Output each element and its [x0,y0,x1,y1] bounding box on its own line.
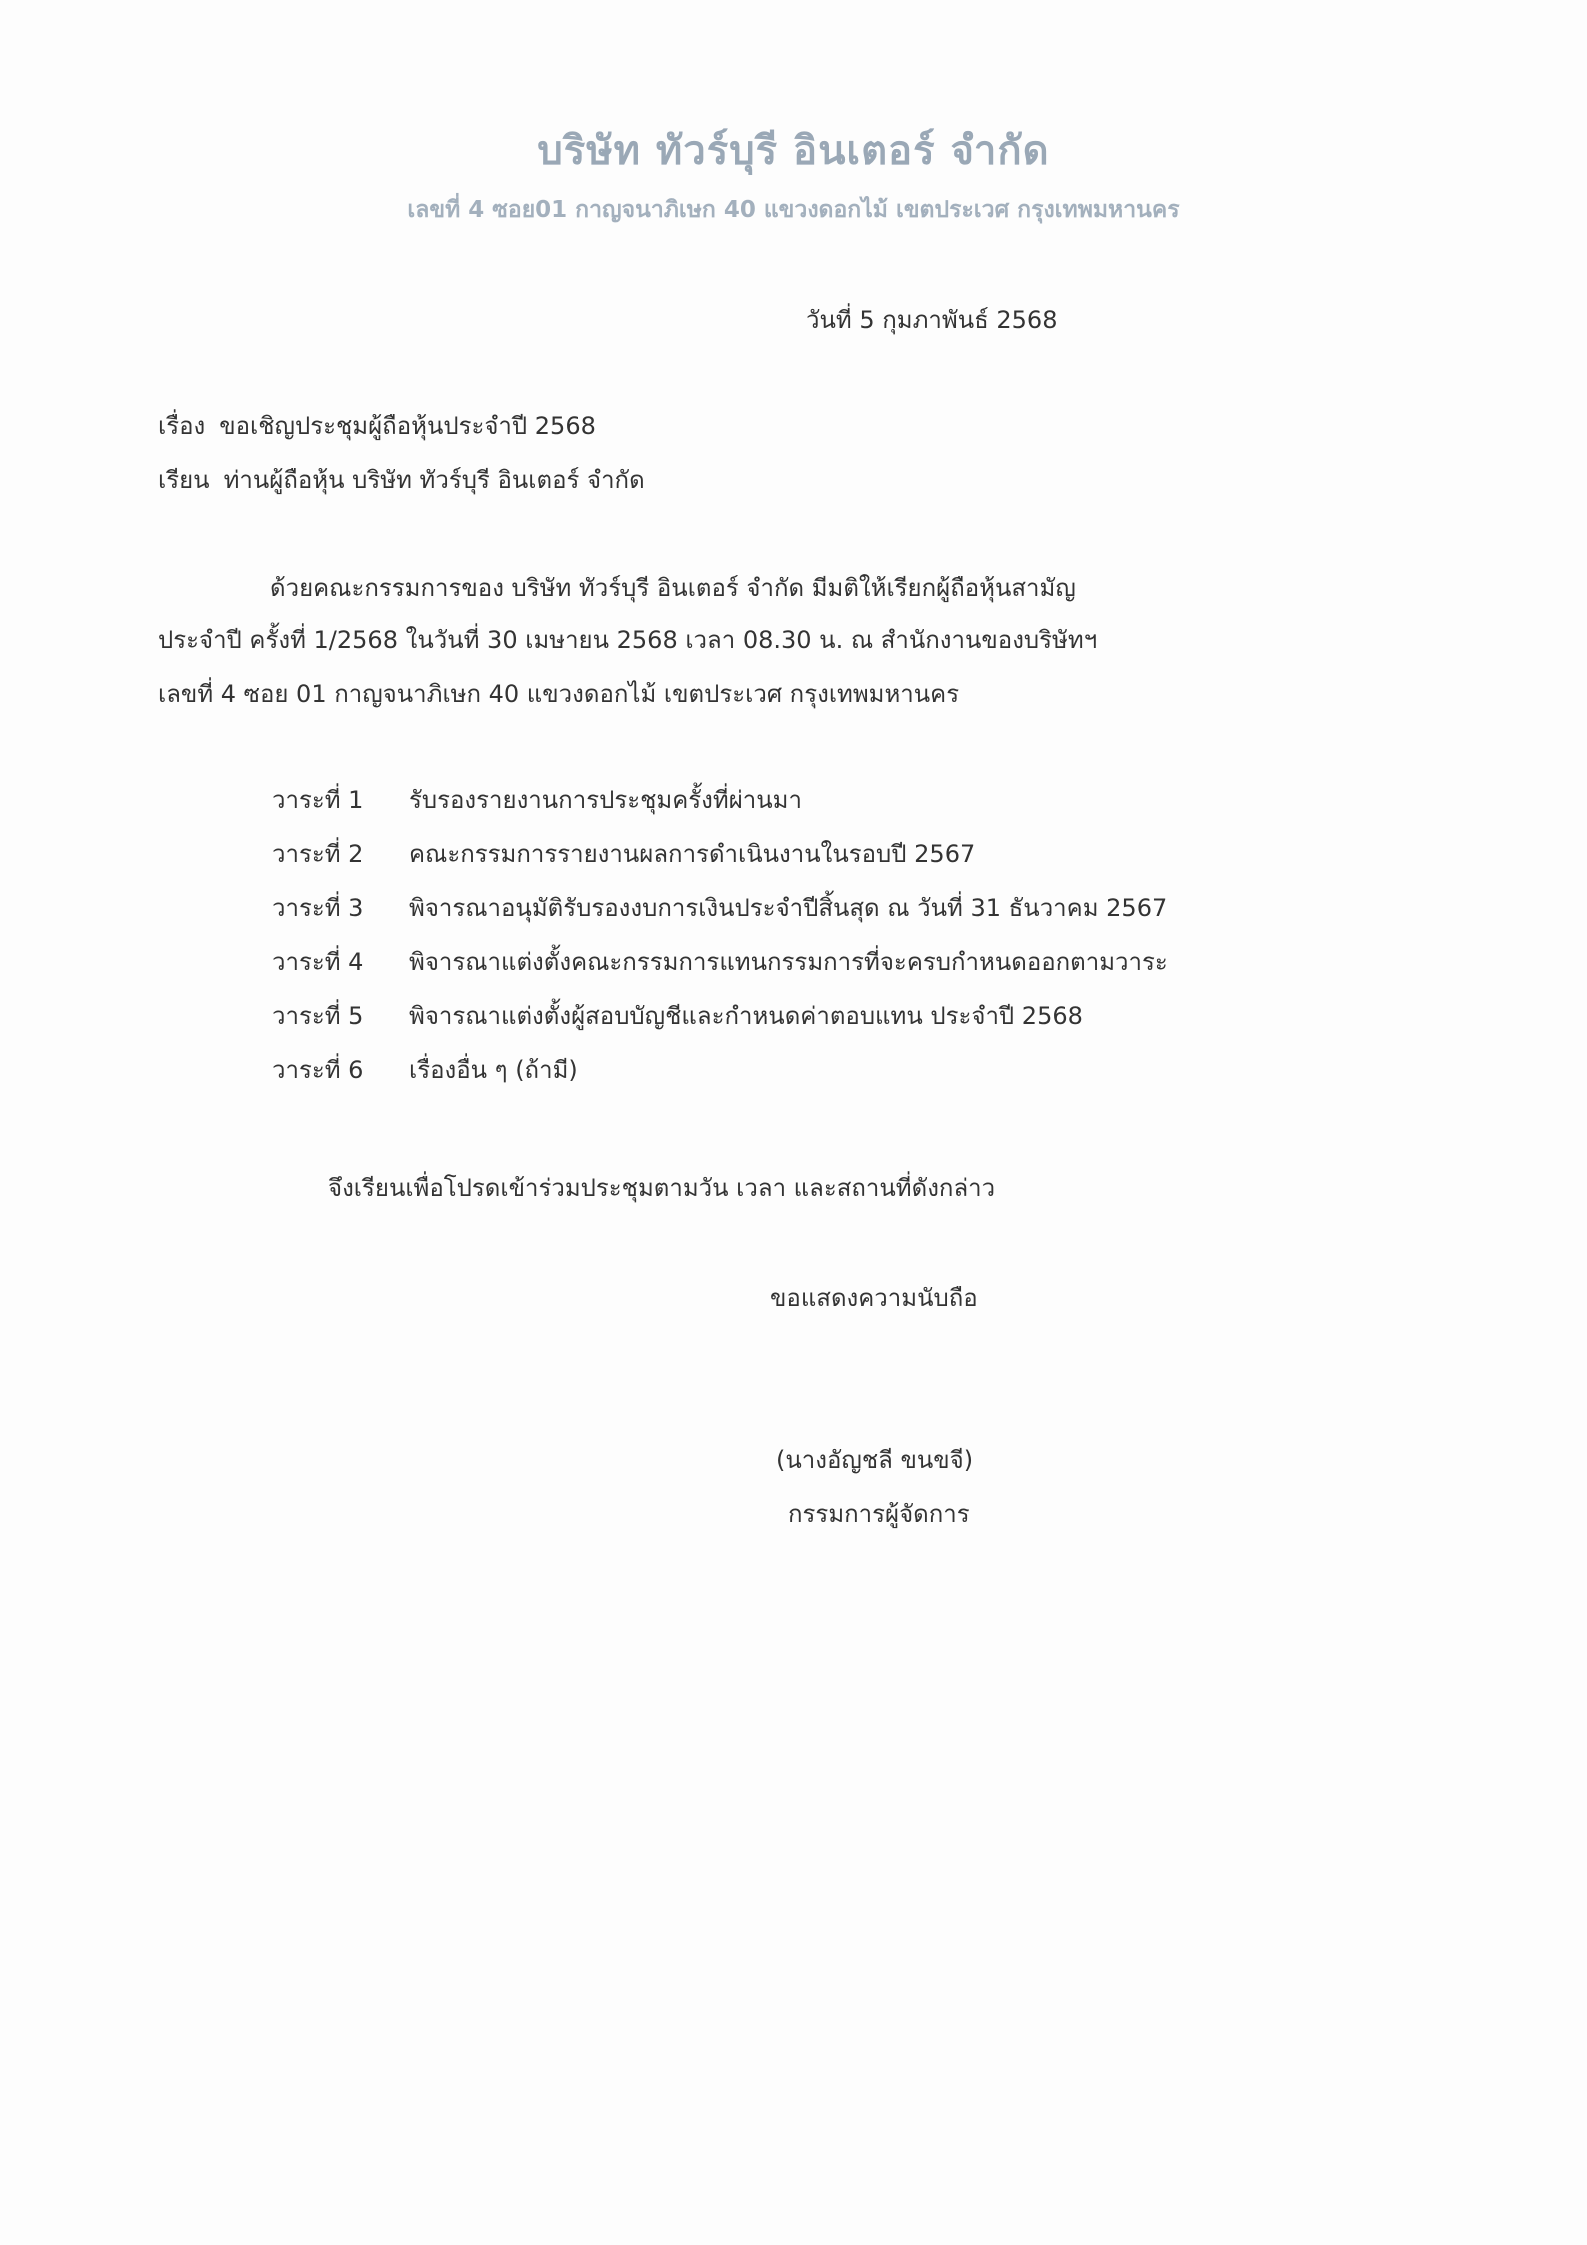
agenda-item [272,834,1272,888]
agenda-text: คณะกรรมการรายงานผลการดำเนินงานในรอบปี 2567 [409,840,976,868]
body-paragraph-line-2: ประจำปี ครั้งที่ 1/2568 ในวันที่ 30 เมษายน 2568 เวลา 08.30 น. ณ สำนักงานของบริษัทฯ [158,626,1098,654]
signer-name: (นางอัญชลี ขนขจี) [776,1446,974,1474]
regards-line: ขอแสดงความนับถือ [770,1284,978,1312]
body-paragraph-line-3: เลขที่ 4 ซอย 01 กาญจนาภิเษก 40 แขวงดอกไม้ เขตประเวศ กรุงเทพมหานคร [158,680,960,708]
company-address-header: เลขที่ 4 ซอย01 กาญจนาภิเษก 40 แขวงดอกไม้ เขตประเวศ กรุงเทพมหานคร [407,197,1180,223]
agenda-item [272,1050,1272,1104]
agenda-list [272,780,1272,1104]
company-name-header: บริษัท ทัวร์บุรี อินเตอร์ จำกัด [537,128,1050,174]
agenda-number: วาระที่ 2 [272,840,364,868]
agenda-item [272,888,1272,942]
agenda-text: พิจารณาแต่งตั้งคณะกรรมการแทนกรรมการที่จะครบกำหนดออกตามวาระ [409,948,1168,976]
agenda-number: วาระที่ 6 [272,1056,364,1084]
subject-label: เรื่อง [158,412,206,440]
agenda-item [272,942,1272,996]
subject-line [158,406,596,445]
agenda-text: พิจารณาแต่งตั้งผู้สอบบัญชีและกำหนดค่าตอบแทน ประจำปี 2568 [409,1002,1083,1030]
closing-sentence: จึงเรียนเพื่อโปรดเข้าร่วมประชุมตามวัน เวลา และสถานที่ดังกล่าว [328,1174,996,1202]
agenda-number: วาระที่ 5 [272,1002,364,1030]
agenda-item [272,996,1272,1050]
agenda-number: วาระที่ 4 [272,948,364,976]
agenda-text: รับรองรายงานการประชุมครั้งที่ผ่านมา [409,786,802,814]
recipient-text: ท่านผู้ถือหุ้น บริษัท ทัวร์บุรี อินเตอร์ จำกัด [223,466,645,494]
letter-date: วันที่ 5 กุมภาพันธ์ 2568 [806,306,1058,334]
subject-text: ขอเชิญประชุมผู้ถือหุ้นประจำปี 2568 [219,412,596,440]
signer-title: กรรมการผู้จัดการ [788,1500,970,1528]
recipient-label: เรียน [158,466,210,494]
recipient-line [158,460,645,499]
agenda-item [272,780,1272,834]
agenda-number: วาระที่ 1 [272,786,364,814]
agenda-number: วาระที่ 3 [272,894,364,922]
body-paragraph-line-1: ด้วยคณะกรรมการของ บริษัท ทัวร์บุรี อินเตอร์ จำกัด มีมติให้เรียกผู้ถือหุ้นสามัญ [270,574,1076,602]
agenda-text: พิจารณาอนุมัติรับรองงบการเงินประจำปีสิ้นสุด ณ วันที่ 31 ธันวาคม 2567 [409,894,1168,922]
agenda-text: เรื่องอื่น ๆ (ถ้ามี) [409,1056,578,1084]
